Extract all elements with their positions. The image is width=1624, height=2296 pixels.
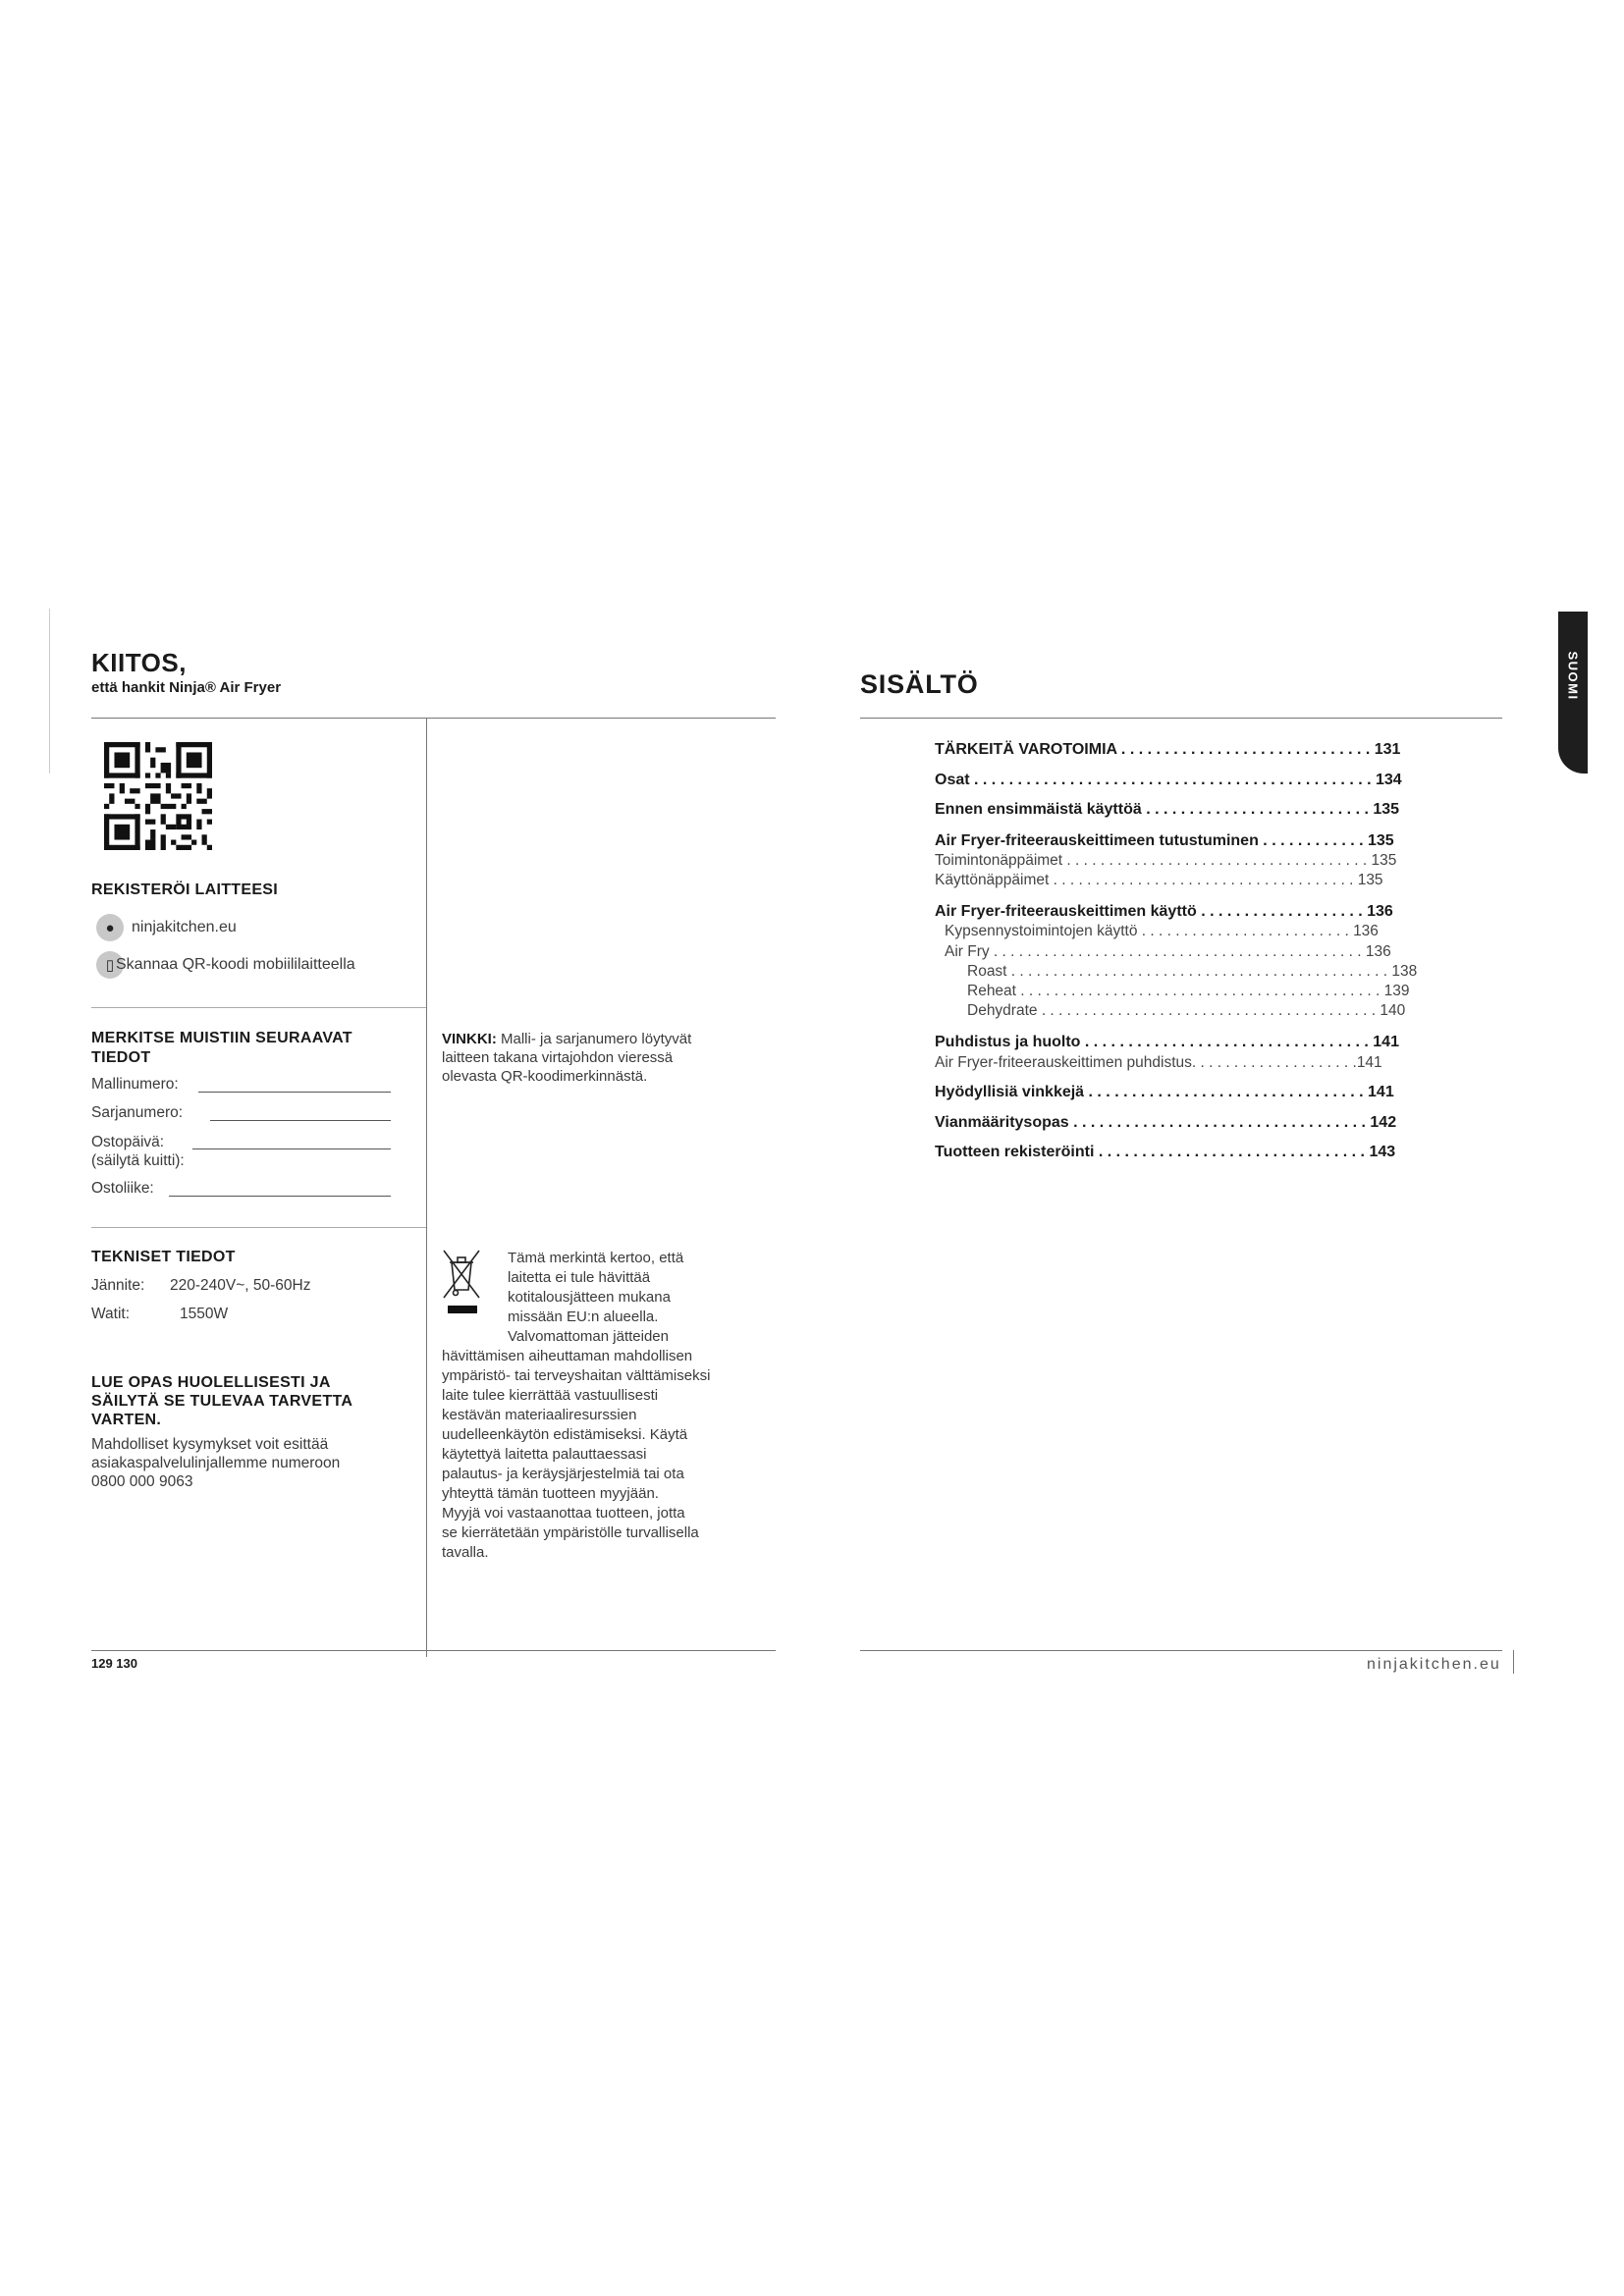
toc-entry-function-buttons[interactable]: Toimintonäppäimet . . . . . . . . . . . . . . . . . . . . . . . . . . . . . . . . . . . . 135	[935, 852, 1397, 869]
toc-entry-safety[interactable]: TÄRKEITÄ VAROTOIMIA . . . . . . . . . . . . . . . . . . . . . . . . . . . . . 131	[935, 741, 1401, 758]
model-number-field[interactable]	[198, 1092, 391, 1093]
spec-voltage: Jännite: 220-240V~, 50-60Hz	[91, 1277, 311, 1294]
retailer-label: Ostoliike:	[91, 1180, 154, 1197]
toc-entry-registration[interactable]: Tuotteen rekisteröinti . . . . . . . . . . . . . . . . . . . . . . . . . . . . . . . 143	[935, 1144, 1396, 1160]
tip-text: VINKKI: Malli- ja sarjanumero löytyvät laitteen takana virtajohdon vieressä olevasta QR-koodimerkinnästä.	[442, 1031, 692, 1085]
divider-top-left	[91, 718, 776, 719]
model-number-label: Mallinumero:	[91, 1076, 179, 1093]
crossed-bin-icon	[442, 1249, 481, 1315]
toc-entry-getting-to-know[interactable]: Air Fryer-friteerauskeittimeen tutustuminen . . . . . . . . . . . . 135	[935, 832, 1394, 849]
footer-url[interactable]: ninjakitchen.eu	[1367, 1656, 1501, 1673]
specs-heading: TEKNISET TIEDOT	[91, 1249, 236, 1265]
purchase-date-label: Ostopäivä:	[91, 1134, 165, 1150]
toc-entry-air-fry[interactable]: Air Fry . . . . . . . . . . . . . . . . . . . . . . . . . . . . . . . . . . . . . . . . . . . . 136	[945, 943, 1391, 960]
register-qr-text: Skannaa QR-koodi mobiililaitteella	[116, 956, 355, 973]
toc-entry-cleaning[interactable]: Puhdistus ja huolto . . . . . . . . . . . . . . . . . . . . . . . . . . . . . . . . . 141	[935, 1034, 1399, 1050]
register-heading: REKISTERÖI LAITTEESI	[91, 881, 279, 898]
register-website-link[interactable]	[96, 914, 237, 941]
receipt-note: (säilytä kuitti):	[91, 1152, 185, 1169]
margin-mark	[49, 609, 50, 774]
spec-wattage: Watit: 1550W	[91, 1306, 229, 1322]
language-tab	[1558, 612, 1588, 774]
phone-icon: ▯	[96, 951, 124, 979]
weee-text-full: hävittämisen aiheuttaman mahdollisen ympäristö- tai terveyshaitan välttämiseksi laite tulee kierrättää vastuullisesti kestävän materiaaliresurssien uudelleenkäytön edistämiseksi. Käytä käytettyä laitetta palauttaessasi palautus- ja keräysjärjestelmiä tai ota yhteyttä tämän tuotteen myyjään. Myyjä voi vastaanottaa tuotteen, jotta se kierrätetään ympäristölle turvallisella tavalla.	[442, 1348, 711, 1561]
toc-entry-cooking-functions[interactable]: Kypsennystoimintojen käyttö . . . . . . . . . . . . . . . . . . . . . . . . . 136	[945, 923, 1379, 939]
toc-entry-cleaning-fryer[interactable]: Air Fryer-friteerauskeittimen puhdistus. . . . . . . . . . . . . . . . . . . .141	[935, 1054, 1382, 1071]
weee-text-short: Tämä merkintä kertoo, että laitetta ei tule hävittää kotitalousjätteen mukana missään EU:n alueella. Valvomattoman jätteiden	[508, 1250, 684, 1345]
register-website-text: ninjakitchen.eu	[132, 919, 237, 935]
serial-number-field[interactable]	[210, 1120, 391, 1121]
toc-entry-roast[interactable]: Roast . . . . . . . . . . . . . . . . . . . . . . . . . . . . . . . . . . . . . . . . . . . . . 138	[967, 963, 1418, 980]
divider-bottom-left	[91, 1650, 776, 1651]
mouse-icon: ●	[96, 914, 124, 941]
retailer-field[interactable]	[169, 1196, 391, 1197]
read-guide-body: Mahdolliset kysymykset voit esittää asiakaspalvelulinjallemme numeroon 0800 000 9063	[91, 1436, 341, 1490]
page-subtitle: että hankit Ninja® Air Fryer	[91, 679, 282, 696]
toc-entry-reheat[interactable]: Reheat . . . . . . . . . . . . . . . . . . . . . . . . . . . . . . . . . . . . . . . . . . . 139	[967, 983, 1410, 999]
toc-entry-before-first-use[interactable]: Ennen ensimmäistä käyttöä . . . . . . . . . . . . . . . . . . . . . . . . . . 135	[935, 801, 1400, 818]
column-divider	[426, 718, 427, 1657]
language-tab-label: SUOMI	[1565, 650, 1581, 701]
footer-tick	[1513, 1650, 1514, 1674]
divider-left-1	[91, 1007, 426, 1008]
qr-code-icon	[104, 742, 212, 850]
divider-left-2	[91, 1227, 426, 1228]
divider-top-right	[860, 718, 1502, 719]
toc-entry-tips[interactable]: Hyödyllisiä vinkkejä . . . . . . . . . . . . . . . . . . . . . . . . . . . . . . . . 141	[935, 1084, 1394, 1100]
toc-title: SISÄLTÖ	[860, 669, 979, 699]
divider-bottom-right	[860, 1650, 1502, 1651]
record-heading: MERKITSE MUISTIIN SEURAAVAT TIEDOT	[91, 1030, 352, 1066]
purchase-date-field[interactable]	[192, 1148, 391, 1149]
page-numbers: 129 130	[91, 1656, 137, 1671]
read-guide-heading: LUE OPAS HUOLELLISESTI JA SÄILYTÄ SE TULEVAA TARVETTA VARTEN.	[91, 1374, 353, 1428]
toc-entry-dehydrate[interactable]: Dehydrate . . . . . . . . . . . . . . . . . . . . . . . . . . . . . . . . . . . . . . . . 140	[967, 1002, 1406, 1019]
toc-entry-operating-buttons[interactable]: Käyttönäppäimet . . . . . . . . . . . . . . . . . . . . . . . . . . . . . . . . . . . . 135	[935, 872, 1383, 888]
toc-entry-troubleshooting[interactable]: Vianmääritysopas . . . . . . . . . . . . . . . . . . . . . . . . . . . . . . . . . . 142	[935, 1114, 1397, 1131]
toc-entry-parts[interactable]: Osat . . . . . . . . . . . . . . . . . . . . . . . . . . . . . . . . . . . . . . . . . . . . . . 134	[935, 772, 1402, 788]
page-title: KIITOS,	[91, 648, 187, 677]
register-qr-hint	[96, 951, 355, 979]
serial-number-label: Sarjanumero:	[91, 1104, 184, 1121]
toc-entry-using[interactable]: Air Fryer-friteerauskeittimen käyttö . . . . . . . . . . . . . . . . . . . 136	[935, 903, 1393, 920]
tip-label: VINKKI:	[442, 1031, 497, 1047]
